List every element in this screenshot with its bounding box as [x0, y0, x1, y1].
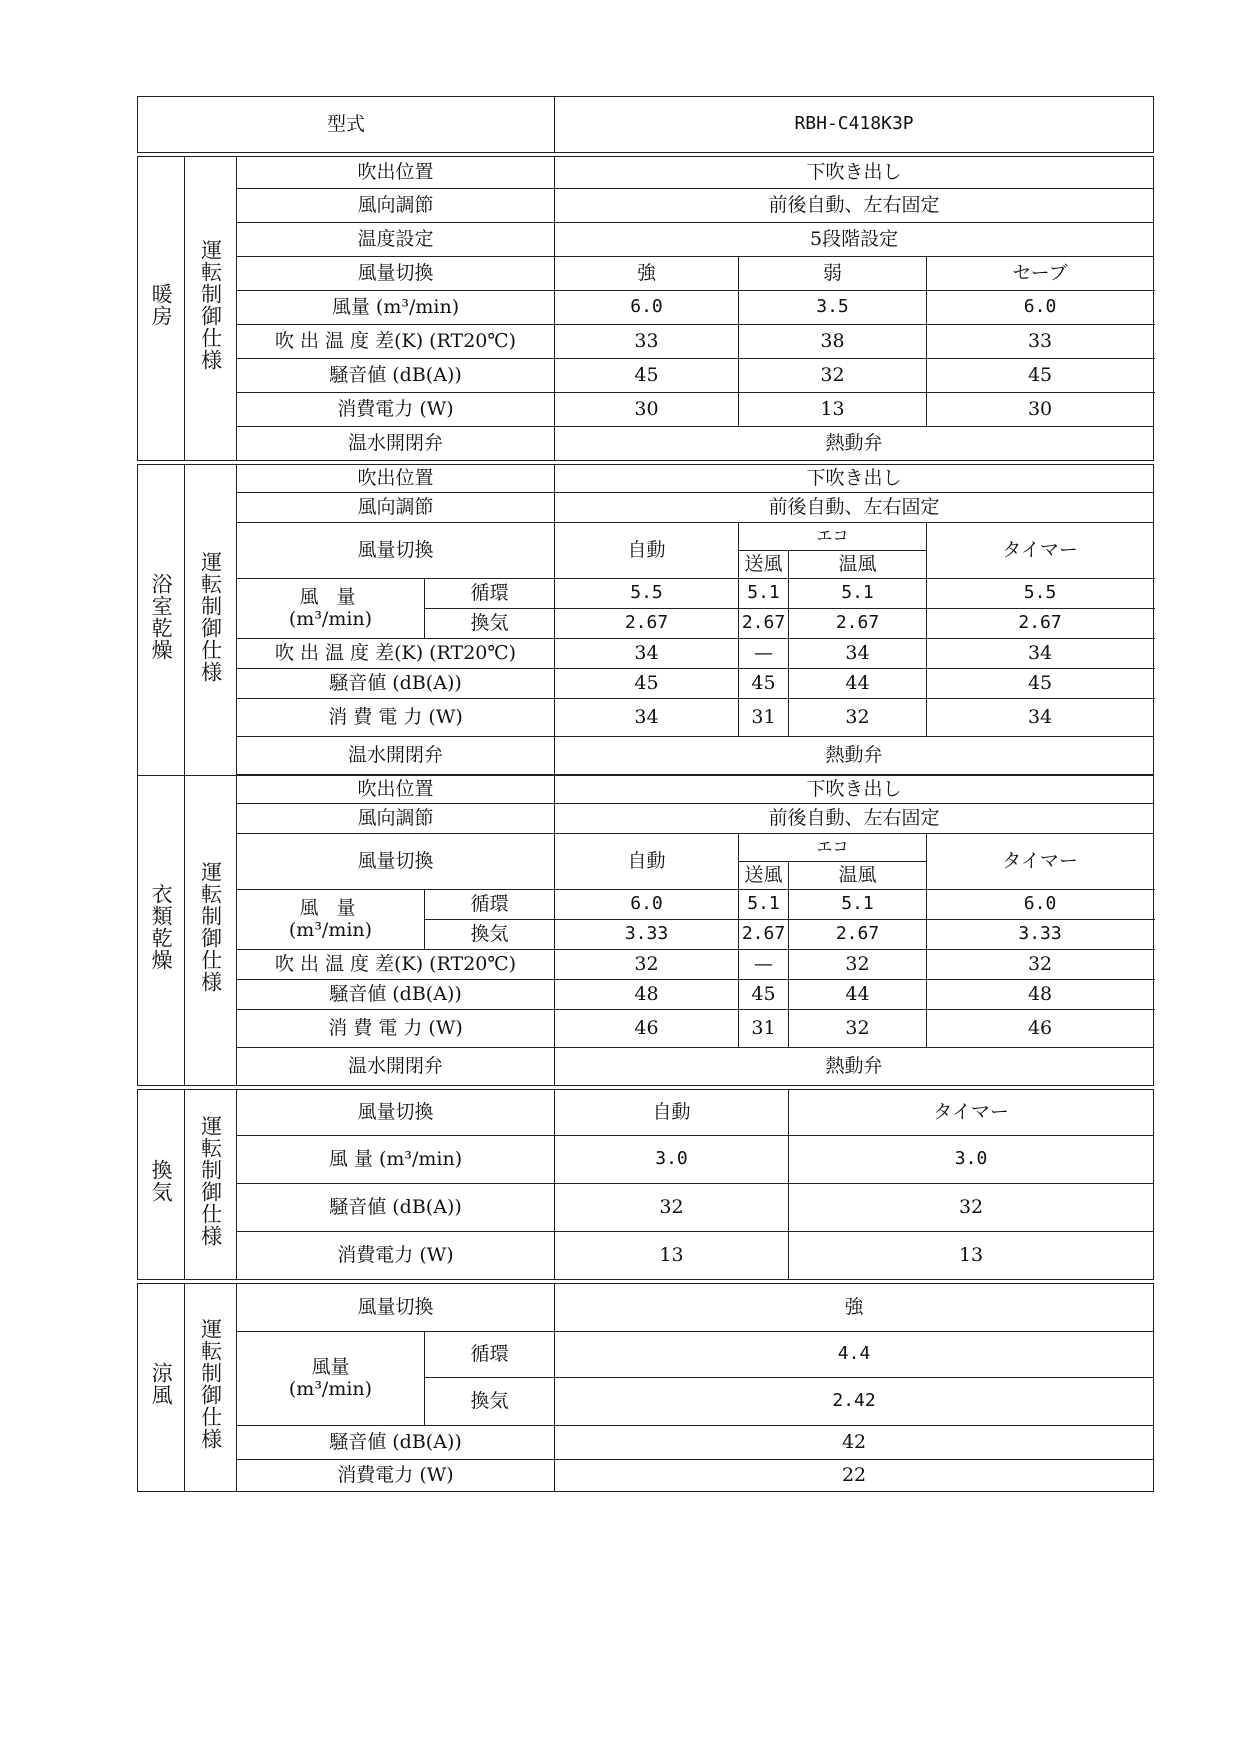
- clothes-outlet-row: [138, 776, 1154, 804]
- bath-tempdiff-value: 34: [927, 639, 1154, 669]
- cool-airflow-label: 風量 (m³/min): [237, 1332, 425, 1426]
- heating-outlet-row: [138, 157, 1154, 189]
- bath-valve-value: 熱動弁: [555, 737, 1154, 775]
- heating-outlet-label: 吹出位置: [237, 157, 555, 189]
- heating-mode-strong: 強: [555, 257, 739, 291]
- cool-vent-value: 2.42: [555, 1378, 1154, 1426]
- clothes-control-label: 運転制御仕様: [185, 776, 237, 1086]
- clothes-circ-label: 循環: [425, 890, 555, 920]
- cool-mode-value: 強: [555, 1284, 1154, 1332]
- bath-valve-row: [138, 737, 1154, 775]
- clothes-power-value: 46: [555, 1010, 739, 1048]
- clothes-airflow-label: 風 量 (m³/min): [237, 890, 425, 950]
- heating-tempdiff-value: 33: [927, 325, 1154, 359]
- vent-power-row: [138, 1232, 1154, 1280]
- clothes-tempdiff-value: —: [739, 950, 789, 980]
- clothes-mode-eco: エコ: [739, 834, 927, 862]
- bath-title: 浴室乾燥: [138, 465, 185, 776]
- bath-noise-value: 44: [789, 669, 927, 699]
- bath-circ-value: 5.5: [927, 579, 1154, 609]
- clothes-mode-timer: タイマー: [927, 834, 1154, 890]
- bath-noise-value: 45: [927, 669, 1154, 699]
- heating-temp-label: 温度設定: [237, 223, 555, 257]
- model-label: 型式: [138, 97, 555, 153]
- heating-power-value: 13: [739, 393, 927, 427]
- heating-noise-value: 45: [927, 359, 1154, 393]
- cool-noise-value: 42: [555, 1426, 1154, 1460]
- clothes-tempdiff-value: 32: [789, 950, 927, 980]
- clothes-noise-value: 48: [555, 980, 739, 1010]
- bath-mode-eco-fan: 送風: [739, 551, 789, 579]
- clothes-title: 衣類乾燥: [138, 776, 185, 1086]
- heating-power-row: [138, 393, 1154, 427]
- cool-mode-label: 風量切換: [237, 1284, 555, 1332]
- clothes-vent-label: 換気: [425, 920, 555, 950]
- clothes-tempdiff-row: [138, 950, 1154, 980]
- cool-noise-row: [138, 1426, 1154, 1460]
- model-value: RBH-C418K3P: [555, 97, 1154, 153]
- bath-mode-row: [138, 523, 1154, 551]
- clothes-tempdiff-label: 吹 出 温 度 差(K) (RT20℃): [237, 950, 555, 980]
- heating-valve-label: 温水開閉弁: [237, 427, 555, 461]
- cool-control-label: 運転制御仕様: [185, 1284, 237, 1492]
- bath-noise-row: [138, 669, 1154, 699]
- cool-power-row: [138, 1460, 1154, 1492]
- heating-noise-value: 45: [555, 359, 739, 393]
- heating-mode-weak: 弱: [739, 257, 927, 291]
- bath-tempdiff-label: 吹 出 温 度 差(K) (RT20℃): [237, 639, 555, 669]
- spec-sheet: [137, 96, 1153, 1492]
- heating-control-label: 運転制御仕様: [185, 157, 237, 461]
- vent-noise-value: 32: [789, 1184, 1154, 1232]
- clothes-direction-label: 風向調節: [237, 804, 555, 834]
- vent-power-label: 消費電力 (W): [237, 1232, 555, 1280]
- heating-tempdiff-label: 吹 出 温 度 差(K) (RT20℃): [237, 325, 555, 359]
- clothes-power-value: 46: [927, 1010, 1154, 1048]
- vent-noise-label: 騒音値 (dB(A)): [237, 1184, 555, 1232]
- vent-mode-label: 風量切換: [237, 1090, 555, 1136]
- clothes-power-value: 31: [739, 1010, 789, 1048]
- heating-power-label: 消費電力 (W): [237, 393, 555, 427]
- clothes-valve-row: [138, 1048, 1154, 1086]
- bath-power-value: 34: [927, 699, 1154, 737]
- bath-tempdiff-value: 34: [555, 639, 739, 669]
- bath-mode-auto: 自動: [555, 523, 739, 579]
- heating-direction-value: 前後自動、左右固定: [555, 189, 1154, 223]
- clothes-tempdiff-value: 32: [555, 950, 739, 980]
- bath-airflow-label: 風 量 (m³/min): [237, 579, 425, 639]
- clothes-power-value: 32: [789, 1010, 927, 1048]
- vent-mode-timer: タイマー: [789, 1090, 1154, 1136]
- clothes-valve-value: 熱動弁: [555, 1048, 1154, 1086]
- clothes-noise-value: 44: [789, 980, 927, 1010]
- bath-circ-value: 5.1: [739, 579, 789, 609]
- heating-mode-label: 風量切換: [237, 257, 555, 291]
- clothes-direction-row: [138, 804, 1154, 834]
- bath-noise-value: 45: [739, 669, 789, 699]
- clothes-tempdiff-value: 32: [927, 950, 1154, 980]
- bath-circ-value: 5.5: [555, 579, 739, 609]
- vent-mode-auto: 自動: [555, 1090, 789, 1136]
- cool-circ-row: [138, 1332, 1154, 1378]
- bath-vent-label: 換気: [425, 609, 555, 639]
- cool-vent-label: 換気: [425, 1378, 555, 1426]
- bath-outlet-label: 吹出位置: [237, 465, 555, 493]
- bath-outlet-value: 下吹き出し: [555, 465, 1154, 493]
- clothes-noise-value: 45: [739, 980, 789, 1010]
- cool-title: 涼風: [138, 1284, 185, 1492]
- heating-valve-row: [138, 427, 1154, 461]
- vent-noise-value: 32: [555, 1184, 789, 1232]
- bath-tempdiff-value: 34: [789, 639, 927, 669]
- bath-valve-label: 温水開閉弁: [237, 737, 555, 775]
- heating-airflow-row: [138, 291, 1154, 325]
- heating-airflow-value: 3.5: [739, 291, 927, 325]
- clothes-mode-auto: 自動: [555, 834, 739, 890]
- bath-power-value: 31: [739, 699, 789, 737]
- cool-noise-label: 騒音値 (dB(A)): [237, 1426, 555, 1460]
- clothes-vent-value: 3.33: [927, 920, 1154, 950]
- heating-airflow-value: 6.0: [555, 291, 739, 325]
- clothes-mode-eco-warm: 温風: [789, 862, 927, 890]
- clothes-power-label: 消 費 電 力 (W): [237, 1010, 555, 1048]
- heating-outlet-value: 下吹き出し: [555, 157, 1154, 189]
- bath-noise-value: 45: [555, 669, 739, 699]
- vent-mode-row: [138, 1090, 1154, 1136]
- heating-temp-value: 5段階設定: [555, 223, 1154, 257]
- vent-airflow-label: 風 量 (m³/min): [237, 1136, 555, 1184]
- cool-circ-label: 循環: [425, 1332, 555, 1378]
- clothes-noise-value: 48: [927, 980, 1154, 1010]
- bath-power-value: 32: [789, 699, 927, 737]
- clothes-mode-row: [138, 834, 1154, 862]
- vent-power-value: 13: [789, 1232, 1154, 1280]
- bath-vent-value: 2.67: [789, 609, 927, 639]
- vent-airflow-value: 3.0: [555, 1136, 789, 1184]
- clothes-direction-value: 前後自動、左右固定: [555, 804, 1154, 834]
- bath-vent-value: 2.67: [555, 609, 739, 639]
- clothes-circ-value: 5.1: [789, 890, 927, 920]
- clothes-mode-label: 風量切換: [237, 834, 555, 890]
- heating-tempdiff-row: [138, 325, 1154, 359]
- clothes-vent-value: 2.67: [789, 920, 927, 950]
- bath-power-label: 消 費 電 力 (W): [237, 699, 555, 737]
- clothes-noise-row: [138, 980, 1154, 1010]
- bath-mode-eco: エコ: [739, 523, 927, 551]
- clothes-circ-value: 6.0: [927, 890, 1154, 920]
- bath-direction-value: 前後自動、左右固定: [555, 493, 1154, 523]
- heating-direction-row: [138, 189, 1154, 223]
- bath-mode-label: 風量切換: [237, 523, 555, 579]
- vent-control-label: 運転制御仕様: [185, 1090, 237, 1280]
- bath-vent-value: 2.67: [927, 609, 1154, 639]
- heating-power-value: 30: [927, 393, 1154, 427]
- bath-circ-row: [138, 579, 1154, 609]
- bath-outlet-row: [138, 465, 1154, 493]
- bath-vent-value: 2.67: [739, 609, 789, 639]
- cool-power-label: 消費電力 (W): [237, 1460, 555, 1492]
- bath-noise-label: 騒音値 (dB(A)): [237, 669, 555, 699]
- heating-tempdiff-value: 38: [739, 325, 927, 359]
- bath-direction-row: [138, 493, 1154, 523]
- clothes-circ-row: [138, 890, 1154, 920]
- spec-table: [137, 96, 1154, 1492]
- cool-mode-row: [138, 1284, 1154, 1332]
- bath-tempdiff-row: [138, 639, 1154, 669]
- cool-circ-value: 4.4: [555, 1332, 1154, 1378]
- bath-tempdiff-value: —: [739, 639, 789, 669]
- heating-valve-value: 熱動弁: [555, 427, 1154, 461]
- bath-power-value: 34: [555, 699, 739, 737]
- heating-direction-label: 風向調節: [237, 189, 555, 223]
- vent-airflow-value: 3.0: [789, 1136, 1154, 1184]
- bath-circ-label: 循環: [425, 579, 555, 609]
- clothes-noise-label: 騒音値 (dB(A)): [237, 980, 555, 1010]
- clothes-mode-eco-fan: 送風: [739, 862, 789, 890]
- vent-noise-row: [138, 1184, 1154, 1232]
- bath-control-label: 運転制御仕様: [185, 465, 237, 776]
- heating-noise-value: 32: [739, 359, 927, 393]
- clothes-vent-value: 2.67: [739, 920, 789, 950]
- vent-airflow-row: [138, 1136, 1154, 1184]
- heating-power-value: 30: [555, 393, 739, 427]
- clothes-outlet-value: 下吹き出し: [555, 776, 1154, 804]
- heating-temp-row: [138, 223, 1154, 257]
- clothes-power-row: [138, 1010, 1154, 1048]
- heating-tempdiff-value: 33: [555, 325, 739, 359]
- vent-power-value: 13: [555, 1232, 789, 1280]
- model-row: [138, 97, 1154, 153]
- bath-power-row: [138, 699, 1154, 737]
- vent-title: 換気: [138, 1090, 185, 1280]
- clothes-vent-value: 3.33: [555, 920, 739, 950]
- cool-power-value: 22: [555, 1460, 1154, 1492]
- heating-noise-label: 騒音値 (dB(A)): [237, 359, 555, 393]
- clothes-valve-label: 温水開閉弁: [237, 1048, 555, 1086]
- heating-airflow-label: 風量 (m³/min): [237, 291, 555, 325]
- bath-circ-value: 5.1: [789, 579, 927, 609]
- bath-mode-eco-warm: 温風: [789, 551, 927, 579]
- heating-mode-save: セーブ: [927, 257, 1154, 291]
- heating-title: 暖房: [138, 157, 185, 461]
- clothes-circ-value: 6.0: [555, 890, 739, 920]
- heating-mode-row: [138, 257, 1154, 291]
- bath-direction-label: 風向調節: [237, 493, 555, 523]
- heating-airflow-value: 6.0: [927, 291, 1154, 325]
- bath-mode-timer: タイマー: [927, 523, 1154, 579]
- clothes-outlet-label: 吹出位置: [237, 776, 555, 804]
- clothes-circ-value: 5.1: [739, 890, 789, 920]
- heating-noise-row: [138, 359, 1154, 393]
